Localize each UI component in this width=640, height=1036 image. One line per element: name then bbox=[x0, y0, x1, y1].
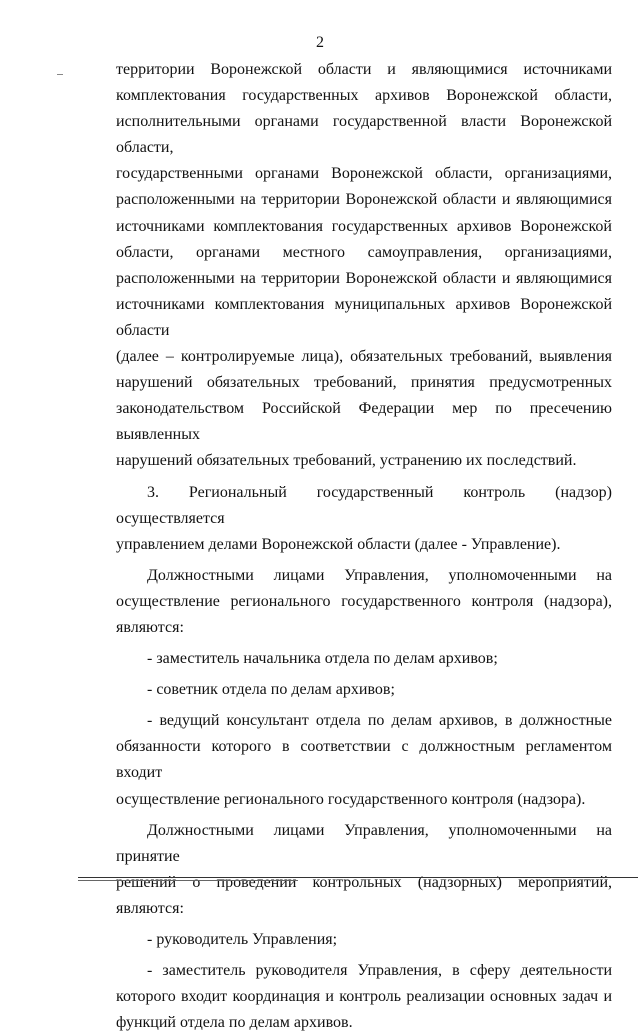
document-body bbox=[116, 57, 612, 1036]
list-item bbox=[116, 708, 612, 812]
text-line: Должностными лицами Управления, уполномоченными на принятие bbox=[116, 821, 612, 865]
list-item bbox=[116, 646, 612, 672]
text-line: комплектования государственных архивов Воронежской области, bbox=[116, 87, 612, 105]
text-line: расположенными на территории Воронежской области и являющимися bbox=[116, 269, 612, 287]
text-line: Должностными лицами Управления, уполномоченными на bbox=[147, 566, 612, 584]
text-line: области, органами местного самоуправления, организациями, bbox=[116, 243, 612, 261]
text-line: (далее – контролируемые лица), обязательных требований, выявления bbox=[116, 348, 612, 366]
paragraph bbox=[116, 818, 612, 922]
text-line: функций отдела по делам архивов. bbox=[116, 1014, 353, 1032]
text-line: нарушений обязательных требований, принятия предусмотренных bbox=[116, 374, 612, 392]
text-line: государственными органами Воронежской области, организациями, bbox=[116, 165, 612, 183]
text-line: осуществление регионального государственного контроля (надзора). bbox=[116, 790, 586, 808]
list-item bbox=[116, 927, 612, 953]
text-line: решений о проведении контрольных (надзорных) мероприятий, являются: bbox=[116, 873, 612, 917]
paragraph bbox=[116, 480, 612, 558]
text-line: исполнительными органами государственной власти Воронежской области, bbox=[116, 113, 612, 157]
margin-mark bbox=[57, 74, 63, 75]
paragraph bbox=[116, 563, 612, 641]
text-line: расположенными на территории Воронежской области и являющимися bbox=[116, 191, 612, 209]
page-number: 2 bbox=[316, 34, 324, 51]
text-line: - заместитель начальника отдела по делам архивов; bbox=[147, 650, 498, 668]
text-line: обязанности которого в соответствии с должностным регламентом входит bbox=[116, 738, 612, 782]
text-line: - советник отдела по делам архивов; bbox=[147, 681, 395, 699]
text-line: - руководитель Управления; bbox=[147, 931, 338, 948]
text-line: управлением делами Воронежской области (далее - Управление). bbox=[116, 535, 561, 553]
list-item bbox=[116, 958, 612, 1036]
text-line: являются: bbox=[116, 618, 184, 636]
bottom-divider bbox=[78, 877, 638, 878]
list-item bbox=[116, 677, 612, 703]
text-line: которого входит координация и контроль реализации основных задач и bbox=[116, 988, 612, 1006]
text-line: источниками комплектования муниципальных архивов Воронежской области bbox=[116, 295, 612, 339]
paragraph bbox=[116, 57, 612, 475]
bottom-divider bbox=[78, 880, 298, 881]
text-line: источниками комплектования государственных архивов Воронежской bbox=[116, 217, 612, 235]
text-line: территории Воронежской области и являющимися источниками bbox=[116, 61, 612, 78]
text-line: - ведущий консультант отдела по делам архивов, в должностные bbox=[147, 712, 612, 730]
text-line: законодательством Российской Федерации мер по пресечению выявленных bbox=[116, 400, 612, 444]
text-line: осуществление регионального государственного контроля (надзора), bbox=[116, 592, 612, 610]
text-line: 3. Региональный государственный контроль (надзор) осуществляется bbox=[116, 483, 612, 527]
text-line: - заместитель руководителя Управления, в сферу деятельности bbox=[147, 962, 612, 980]
text-line: нарушений обязательных требований, устранению их последствий. bbox=[116, 452, 577, 470]
